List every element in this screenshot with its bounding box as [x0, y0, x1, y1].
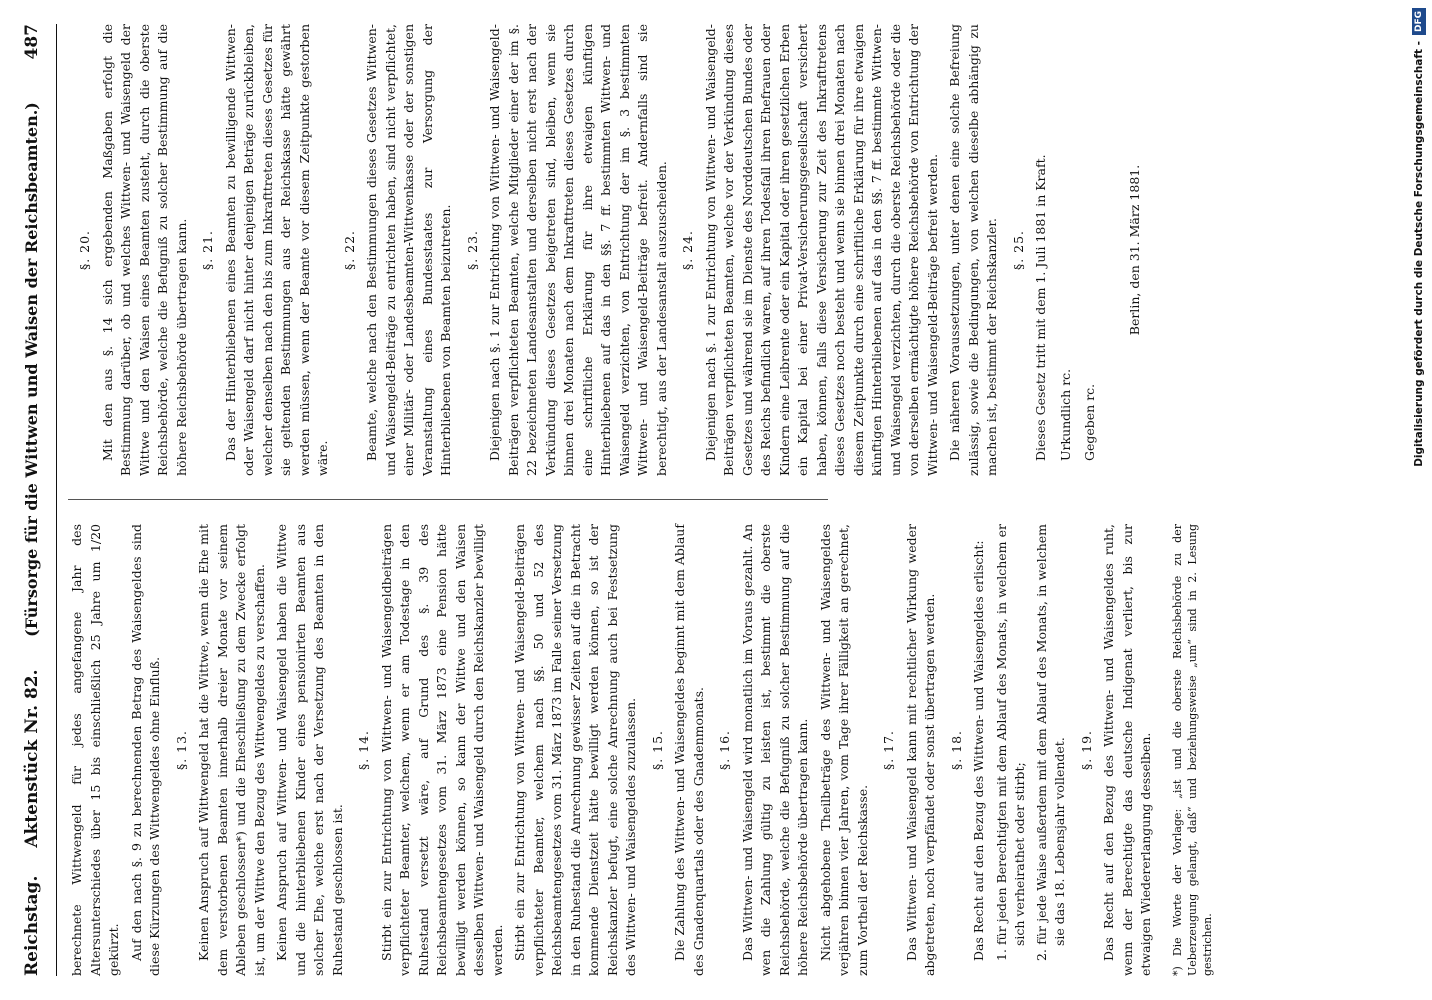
section-heading: §. 18. — [948, 729, 964, 771]
paragraph: Die Zahlung des Wittwen- und Waisengeldes beginnt mit dem Ablauf des Gnadenquartals oder des Gnadenmonats. — [672, 524, 706, 976]
closing-formula: Urkundlich rc. — [1057, 368, 1073, 461]
digitization-credit-text — [1408, 8, 1430, 992]
section-heading: §. 15. — [649, 729, 665, 771]
footnote: *) Die Worte der Vorlage: „ist und die oberste Reichsbehörde zu der Ueberzeugung gelangt, daß“ und beziehungsweise „um“ sind in 2. Lesung gestrichen. — [1170, 524, 1215, 976]
paragraph: Beamte, welche nach den Bestimmungen dieses Gesetzes Wittwen- und Waisengeld-Beiträge zu entrichten haben, sind nicht verpflichtet, einer Militär- oder Landesbeamten-Wittwenkasse oder der sonstigen Veranstaltung eines Bundesstaates zur Versorgung der Hinterbliebenen von Beamten beizutreten. — [364, 24, 453, 476]
section-heading: §. 24. — [680, 229, 695, 271]
section-heading: §. 14. — [356, 729, 371, 771]
section-heading: §. 17. — [881, 729, 896, 771]
section-heading: §. 20. — [77, 229, 92, 271]
paragraph: Das der Hinterbliebenen eines Beamten zu bewilligende Wittwen- oder Waisengeld darf nicht hinter denjenigen Beträge zurückbleiben, welcher denselben nach den bis zum Inkrafttreten dieses Gesetzes für sie geltenden Bestimmungen aus der Reichskasse hätte gewährt werden müssen, wenn der Beamte vor diesem Zeitpunkte gestorben wäre. — [222, 24, 330, 476]
paragraph: Diejenigen nach §. 1 zur Entrichtung von Wittwen- und Waisengeld-Beiträgen verpflichteten Beamten, welche Mitglieder einer der im §. 22 bezeichneten Landesanstalten und derselben nicht erst nach der Verkündung dieses Gesetzes beigetreten sind, bleiben, wenn sie binnen drei Monaten nach dem Inkrafttreten dieses Gesetzes durch eine schriftliche Erklärung für ihre etwaigen künftigen Hinterbliebenen auf das in den §§. 7 ff. bestimmten Wittwen- und Waisengeld verzichten, von Entrichtung der im §. 3 bestimmten Wittwen- und Waisengeld-Beiträge befreit. Andernfalls sind sie berechtigt, aus der Landesanstalt auszuscheiden. — [487, 24, 669, 476]
header-rule — [56, 24, 57, 976]
section-heading: §. 21. — [200, 229, 215, 271]
place-date: Berlin, den 31. März 1881. — [1126, 164, 1142, 336]
paragraph: Stirbt ein zur Entrichtung von Wittwen- und Waisengeld-Beiträgen verpflichteter Beamter, welchem nach §§. 50 und 52 des Reichsbeamtengesetzes vom 31. März 1873 im Falle seiner Versetzung in den Ruhestand die Anrechnung gewisser Zeiten auf die in Betracht kommende Dienstzeit hätte bewilligt werden können, so ist der Reichskanzler befugt, eine solche Anrechnung auch bei Festsetzung des Wittwen- und Waisengeldes zuzulassen. — [512, 524, 638, 976]
running-head — [22, 24, 52, 976]
header-title: (Fürsorge für die Wittwen und Waisen der Reichsbeamten.) — [22, 102, 41, 637]
paragraph: Keinen Anspruch auf Wittwengeld hat die Wittwe, wenn die Ehe mit dem verstorbenen Beamten innerhalb dreier Monate vor seinem Ableben geschlossen*) und die Eheschließung zu dem Zwecke erfolgt ist, um der Wittwe den Bezug des Wittwengeldes zu verschaffen. — [196, 524, 267, 976]
paragraph: Das Recht auf den Bezug des Wittwen- und Waisengeldes ruht, wenn der Berechtigte das deutsche Indigenat verliert, bis zur etwaigen Wiedererlangung desselben. — [1101, 524, 1153, 976]
paragraph: Stirbt ein zur Entrichtung von Wittwen- und Waisengeldbeiträgen verpflichteter Beamter, welchem, wenn er am Todestage in den Ruhestand versetzt wäre, auf Grund des §. 39 des Reichsbeamtengesetzes vom 31. März 1873 eine Pension hätte bewilligt werden können, so kann der Wittwe und den Waisen desselben Wittwen- und Waisengeld durch den Reichskanzler bewilligt werden. — [378, 524, 505, 976]
digitization-credit — [1408, 8, 1430, 992]
numbered-list — [993, 524, 1070, 976]
section-heading: §. 22. — [341, 229, 357, 271]
section-heading: §. 16. — [717, 729, 732, 771]
header-left: Reichstag. — [22, 875, 42, 976]
column-divider — [68, 499, 828, 500]
rotated-page — [16, 10, 1416, 990]
closing-formula: Gegeben rc. — [1082, 383, 1097, 461]
paragraph: Das Recht auf den Bezug des Wittwen- und Waisengeldes erlischt: — [971, 540, 986, 961]
list-item: 2. für jede Waise außerdem mit dem Ablauf des Monats, in welchem sie das 18. Lebensjahr vollendet. — [1033, 524, 1067, 961]
paragraph: Das Wittwen- und Waisengeld wird monatlich im Voraus gezahlt. An wen die Zahlung gültig zu leisten ist, bestimmt die oberste Reichsbehörde, welche die Befugniß zu solcher Bestimmung auf die höhere Reichsbehörde übertragen kann. — [739, 524, 810, 976]
paragraph: Keinen Anspruch auf Wittwen- und Waisengeld haben die Wittwe und die hinterbliebenen Kinder eines pensionirten Beamten aus solcher Ehe, welche erst nach der Versetzung des Beamten in den Ruhestand geschlossen ist. — [274, 524, 345, 976]
dfg-logo: DFG — [1412, 8, 1426, 35]
paragraph: Diejenigen nach §. 1 zur Entrichtung von Wittwen- und Waisengeld-Beiträgen verpflichteten Beamten, welche vor der Verkündung dieses Gesetzes und während sie im Dienste des Norddeutschen Bundes oder des Reichs befindlich waren, auf ihren Todesfall ihren Ehefrauen oder Kindern eine Leibrente oder ein Kapital oder ihren gesetzlichen Erben ein Kapital bei einer Privat-Versicherungsgesellschaft versichert haben, können, falls diese Versicherung zur Zeit des Inkrafttretens dieses Gesetzes noch besteht und wenn sie binnen drei Monaten nach diesem Zeitpunkte durch eine schriftliche Erklärung für ihre etwaigen künftigen Hinterbliebenen auf das in den §§. 7 ff. bestimmte Wittwen- und Waisengeld verzichten, durch die oberste Reichsbehörde oder die von derselben ermächtigte höhere Reichsbehörde von Entrichtung der Wittwen- und Waisengeld-Beiträge befreit werden. — [702, 24, 940, 476]
section-heading: §. 19. — [1078, 729, 1094, 771]
paragraph: Mit den aus §. 14 sich ergebenden Maßgaben erfolgt die Bestimmung darüber, ob und welches Wittwen- und Waisengeld der Wittwe und den Waisen eines Beamten zusteht, durch die oberste Reichsbehörde, welche die Befugniß zu solcher Bestimmung auf die höhere Reichsbehörde übertragen kann. — [99, 24, 189, 476]
right-column — [68, 24, 1144, 476]
left-column — [68, 524, 1216, 976]
section-heading: §. 13. — [173, 729, 189, 771]
list-item: 1. für jeden Berechtigten mit dem Ablauf des Monats, in welchem er sich verheirathet oder stirbt; — [993, 524, 1027, 961]
page-number: 487 — [22, 24, 42, 60]
paragraph: Dieses Gesetz tritt mit dem 1. Juli 1881 in Kraft. — [1033, 154, 1048, 461]
paragraph: Das Wittwen- und Waisengeld kann mit rechtlicher Wirkung weder abgetreten, noch verpfändet oder sonst übertragen werden. — [903, 524, 937, 976]
paragraph: berechnete Wittwengeld für jedes angefangene Jahr des Altersunterschiedes über 15 bis einschließlich 25 Jahre um 1/20 gekürzt. — [69, 524, 121, 976]
paragraph: Auf den nach §. 9 zu berechnenden Betrag des Waisengeldes sind diese Kürzungen des Wittwengeldes ohne Einfluß. — [128, 524, 162, 976]
credit-text: Digitalisierung gefördert durch die Deutsche Forschungsgemeinschaft - — [1413, 41, 1425, 467]
section-heading: §. 25. — [1010, 229, 1026, 271]
paragraph: Die näheren Voraussetzungen, unter denen eine solche Befreiung zulässig, sowie die Bedingungen, von welchen dieselbe abhängig zu machen ist, bestimmt der Reichskanzler. — [947, 24, 999, 476]
header-document-number: Aktenstück Nr. 82. — [22, 669, 42, 848]
paragraph: Nicht abgehobene Theilbeträge des Wittwen- und Waisengeldes verjähren binnen vier Jahren, vom Tage ihrer Fälligkeit an gerechnet, zum Vortheil der Reichskasse. — [817, 524, 870, 976]
section-heading: §. 23. — [464, 229, 480, 271]
